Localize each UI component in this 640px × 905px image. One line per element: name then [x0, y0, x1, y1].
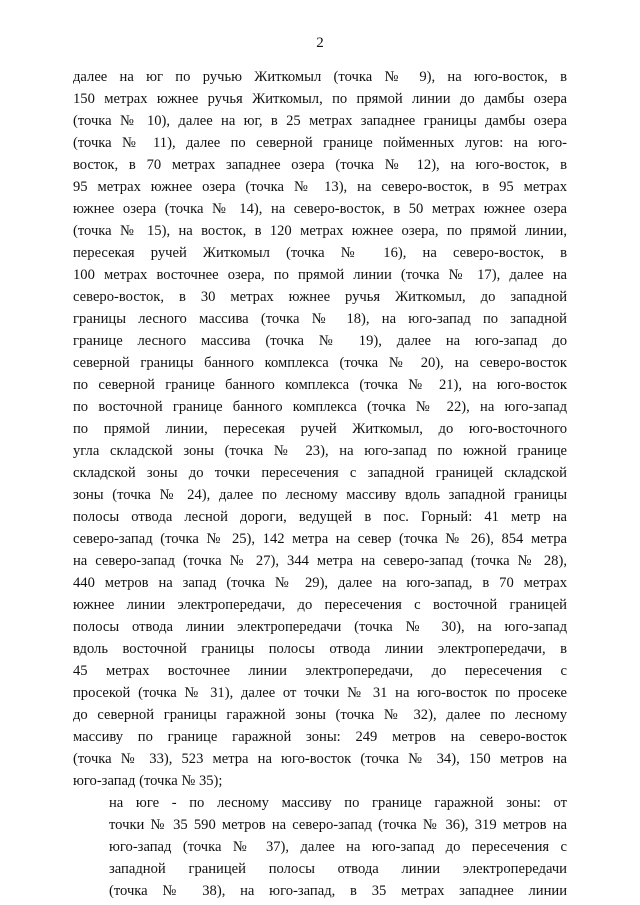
text-line: (точка № 33), 523 метра на юго-восток (точка № 34), 150 метров на [73, 751, 567, 767]
text-line: далее на юг по ручью Житкомыл (точка № 9), на юго-восток, в [73, 69, 567, 85]
text-line: вдоль восточной границы полосы отвода линии электропередачи, в [73, 641, 567, 657]
text-line: до северной границы гаражной зоны (точка № 32), далее по лесному [73, 707, 567, 723]
text-line: северо-восток, в 30 метрах южнее ручья Житкомыл, до западной [73, 289, 567, 305]
document-body [73, 66, 567, 902]
text-line: (точка № 10), далее на юг, в 25 метрах западнее границы дамбы озера [73, 113, 567, 129]
text-line: 440 метров на запад (точка № 29), далее на юго-запад, в 70 метрах [73, 575, 567, 591]
text-line: на северо-запад (точка № 27), 344 метра на северо-запад (точка № 28), [73, 553, 567, 569]
text-line: просекой (точка № 31), далее от точки № 31 на юго-восток по просеке [73, 685, 567, 701]
text-line: 150 метрах южнее ручья Житкомыл, по прямой линии до дамбы озера [73, 91, 567, 107]
text-line: по восточной границе банного комплекса (точка № 22), на юго-запад [73, 399, 567, 415]
page-number: 2 [316, 35, 324, 51]
boundary-paragraph-1 [73, 66, 567, 792]
text-line: 95 метрах южнее озера (точка № 13), на северо-восток, в 95 метрах [73, 179, 567, 195]
text-line: 100 метрах восточнее озера, по прямой линии (точка № 17), далее на [73, 267, 567, 283]
text-line: (точка № 11), далее по северной границе пойменных лугов: на юго- [73, 135, 567, 151]
text-line: полосы отвода лесной дороги, ведущей в пос. Горный: 41 метр на [73, 509, 567, 525]
text-line: массиву по границе гаражной зоны: 249 метров на северо-восток [73, 729, 567, 745]
text-line: точки № 35 590 метров на северо-запад (точка № 36), 319 метров на [109, 817, 567, 833]
text-line: зоны (точка № 24), далее по лесному массиву вдоль западной границы [73, 487, 567, 503]
text-line: границе лесного массива (точка № 19), далее на юго-запад до [73, 333, 567, 349]
text-line: западной границей полосы отвода линии электропередачи [109, 861, 567, 877]
text-line: по северной границе банного комплекса (точка № 21), на юго-восток [73, 377, 567, 393]
text-line: юго-запад (точка № 37), далее на юго-запад до пересечения с [109, 839, 567, 855]
text-line: южнее линии электропередачи, до пересечения с восточной границей [73, 597, 567, 613]
text-line: границы лесного массива (точка № 18), на юго-запад по западной [73, 311, 567, 327]
text-line: 45 метрах восточнее линии электропередачи, до пересечения с [73, 663, 567, 679]
text-line: по прямой линии, пересекая ручей Житкомыл, до юго-восточного [73, 421, 567, 437]
text-line: складской зоны до точки пересечения с западной границей складской [73, 465, 567, 481]
text-line: восток, в 70 метрах западнее озера (точка № 12), на юго-восток, в [73, 157, 567, 173]
text-line: северной границы банного комплекса (точка № 20), на северо-восток [73, 355, 567, 371]
text-line: юго-запад (точка № 35); [73, 773, 223, 789]
text-line: полосы отвода линии электропередачи (точка № 30), на юго-запад [73, 619, 567, 635]
text-line: северо-запад (точка № 25), 142 метра на север (точка № 26), 854 метра [73, 531, 567, 547]
text-line: (точка № 38), на юго-запад, в 35 метрах западнее линии [109, 883, 567, 899]
text-line: на юге - по лесному массиву по границе гаражной зоны: от [109, 795, 567, 811]
text-line: южнее озера (точка № 14), на северо-восток, в 50 метрах южнее озера [73, 201, 567, 217]
text-line: пересекая ручей Житкомыл (точка № 16), на северо-восток, в [73, 245, 567, 261]
boundary-paragraph-2 [73, 792, 567, 902]
text-line: (точка № 15), на восток, в 120 метрах южнее озера, по прямой линии, [73, 223, 567, 239]
text-line: угла складской зоны (точка № 23), на юго-запад по южной границе [73, 443, 567, 459]
